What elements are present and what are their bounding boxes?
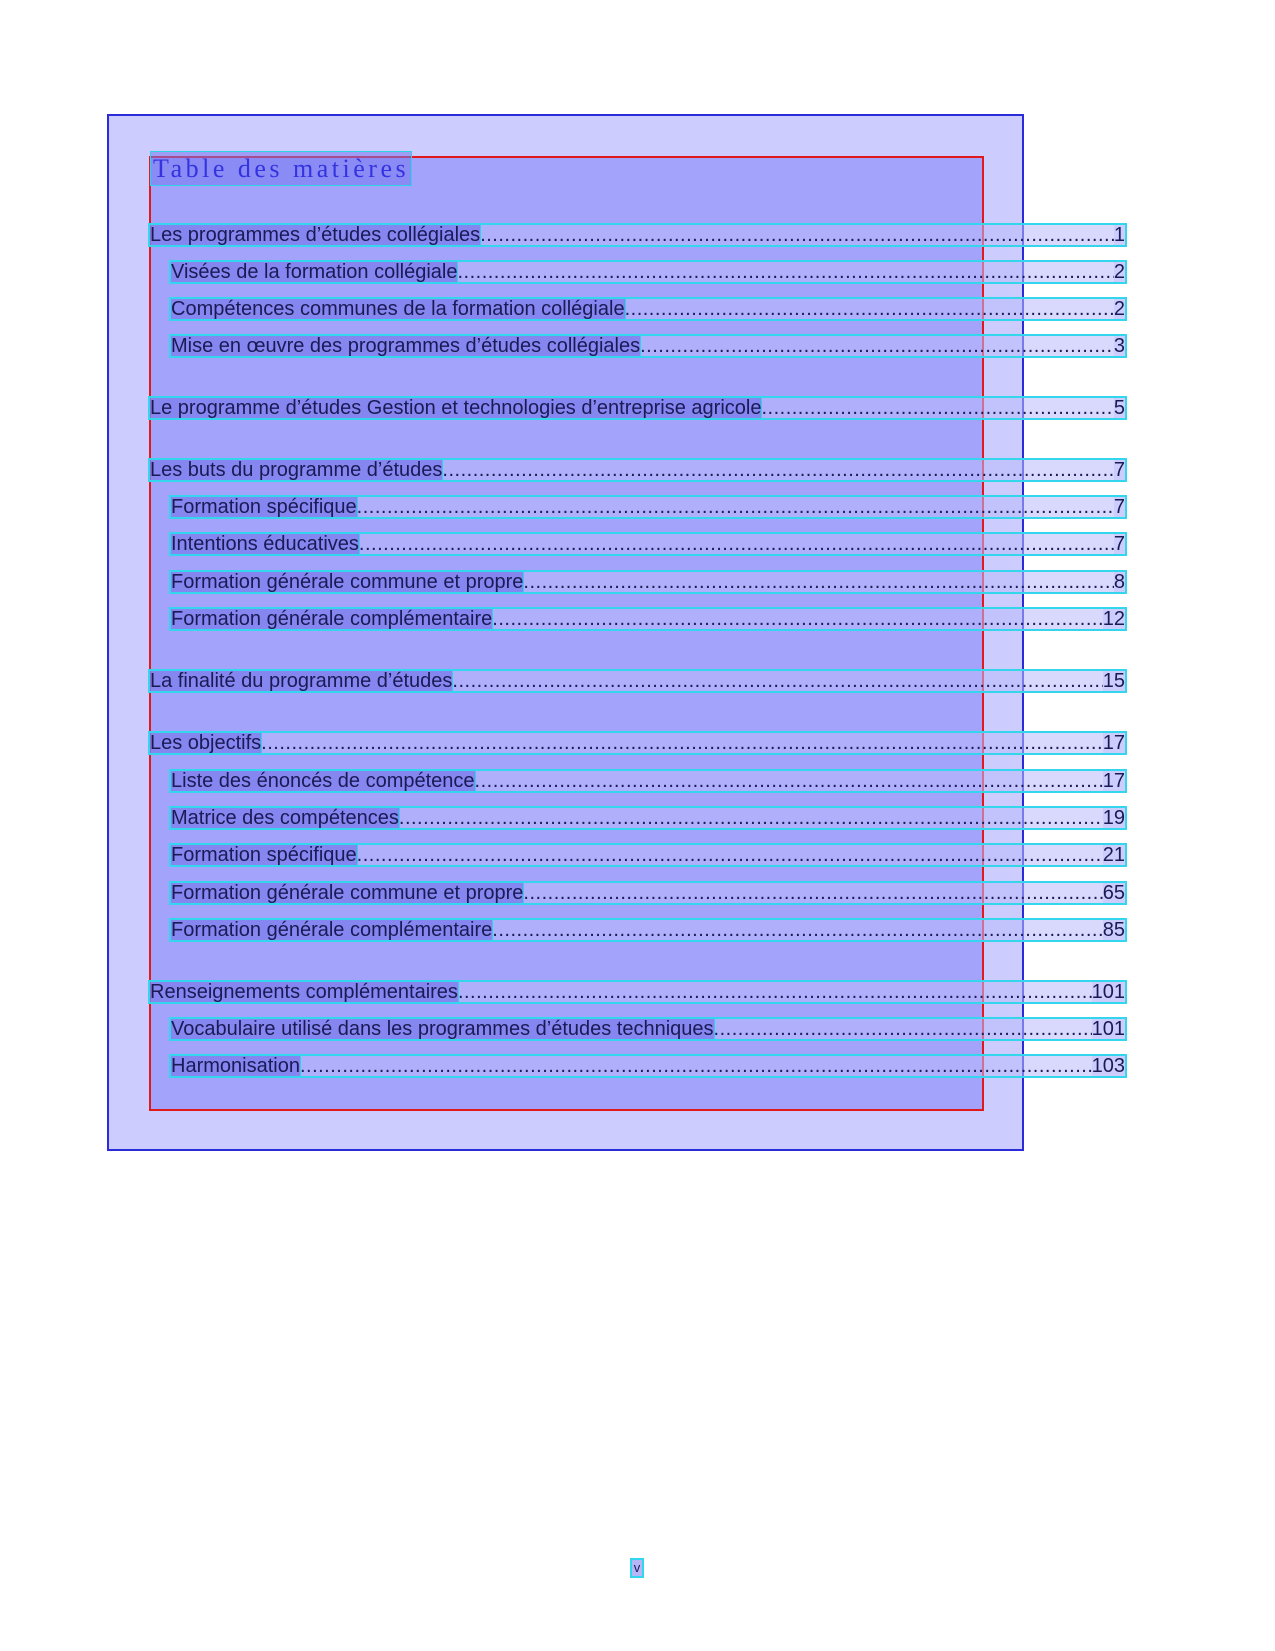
toc-entry-page: 21 — [1102, 844, 1125, 866]
toc-entry[interactable] — [171, 336, 1125, 356]
dot-leader — [640, 336, 1114, 356]
toc-entry[interactable] — [171, 299, 1125, 319]
dot-leader — [475, 771, 1103, 791]
toc-entry[interactable] — [150, 225, 1125, 245]
toc-entry-label: Formation générale commune et propre — [171, 571, 524, 593]
toc-entry[interactable] — [171, 534, 1125, 554]
toc-entry[interactable] — [171, 497, 1125, 517]
toc-entry-label: Les buts du programme d’études — [150, 459, 443, 481]
toc-entry-label: Formation spécifique — [171, 496, 357, 518]
toc-entry[interactable] — [150, 982, 1125, 1002]
toc-entry[interactable] — [171, 920, 1125, 940]
toc-entry-page: 3 — [1113, 335, 1125, 357]
toc-entry-label: Matrice des compétences — [171, 807, 399, 829]
toc-entry-label: Liste des énoncés de compétence — [171, 770, 475, 792]
toc-entry[interactable] — [171, 771, 1125, 791]
toc-entry-label: Formation générale commune et propre — [171, 882, 524, 904]
dot-leader — [399, 808, 1103, 828]
toc-entry-page: 12 — [1102, 608, 1125, 630]
toc-entry-page: 101 — [1091, 1018, 1125, 1040]
toc-entry-page: 17 — [1102, 770, 1125, 792]
dot-leader — [359, 534, 1114, 554]
toc-entry[interactable] — [171, 808, 1125, 828]
dot-leader — [261, 733, 1103, 753]
toc-entry[interactable] — [150, 671, 1125, 691]
dot-leader — [523, 572, 1113, 592]
toc-entry-page: 65 — [1102, 882, 1125, 904]
toc-entry-label: Mise en œuvre des programmes d’études collégiales — [171, 335, 641, 357]
dot-leader — [761, 398, 1113, 418]
toc-entry-label: Les programmes d’études collégiales — [150, 224, 481, 246]
toc-entry[interactable] — [150, 733, 1125, 753]
toc-entry[interactable] — [150, 398, 1125, 418]
toc-entry-label: Vocabulaire utilisé dans les programmes d’études techniques — [171, 1018, 714, 1040]
toc-entry-label: Le programme d’études Gestion et technologies d’entreprise agricole — [150, 397, 762, 419]
dot-leader — [523, 883, 1102, 903]
toc-entry-label: La finalité du programme d’études — [150, 670, 453, 692]
dot-leader — [458, 982, 1092, 1002]
toc-entry[interactable] — [150, 460, 1125, 480]
toc-entry-label: Renseignements complémentaires — [150, 981, 458, 1003]
toc-entry-label: Intentions éducatives — [171, 533, 359, 555]
toc-entry-page: 7 — [1113, 496, 1125, 518]
toc-entry-page: 17 — [1102, 732, 1125, 754]
dot-leader — [480, 225, 1114, 245]
toc-entry-page: 2 — [1113, 261, 1125, 283]
dot-leader — [492, 920, 1102, 940]
toc-entry-page: 7 — [1113, 459, 1125, 481]
toc-entry[interactable] — [171, 262, 1125, 282]
toc-entry-label: Visées de la formation collégiale — [171, 261, 458, 283]
dot-leader — [714, 1019, 1092, 1039]
toc-entry[interactable] — [171, 1056, 1125, 1076]
toc-title: Table des matières — [153, 154, 410, 183]
toc-entry-page: 8 — [1113, 571, 1125, 593]
toc-entry-label: Harmonisation — [171, 1055, 300, 1077]
dot-leader — [625, 299, 1114, 319]
toc-entry-page: 2 — [1113, 298, 1125, 320]
dot-leader — [452, 671, 1102, 691]
dot-leader — [300, 1056, 1092, 1076]
toc-entry-page: 15 — [1102, 670, 1125, 692]
toc-entry-page: 7 — [1113, 533, 1125, 555]
page-number: v — [633, 1560, 641, 1575]
dot-leader — [492, 609, 1102, 629]
toc-entry[interactable] — [171, 845, 1125, 865]
toc-entry-label: Formation générale complémentaire — [171, 608, 493, 630]
dot-leader — [357, 845, 1103, 865]
toc-entry-label: Compétences communes de la formation collégiale — [171, 298, 625, 320]
toc-entry[interactable] — [171, 1019, 1125, 1039]
toc-entry-page: 103 — [1091, 1055, 1125, 1077]
toc-entry-page: 101 — [1091, 981, 1125, 1003]
toc-entry[interactable] — [171, 883, 1125, 903]
toc-entry-label: Les objectifs — [150, 732, 262, 754]
toc-entry-label: Formation générale complémentaire — [171, 919, 493, 941]
toc-entry[interactable] — [171, 609, 1125, 629]
toc-entry-page: 1 — [1113, 224, 1125, 246]
toc-entry-label: Formation spécifique — [171, 844, 357, 866]
toc-entry[interactable] — [171, 572, 1125, 592]
dot-leader — [442, 460, 1113, 480]
toc-entry-page: 5 — [1113, 397, 1125, 419]
toc-entry-page: 85 — [1102, 919, 1125, 941]
dot-leader — [357, 497, 1114, 517]
dot-leader — [457, 262, 1113, 282]
toc-entry-page: 19 — [1102, 807, 1125, 829]
